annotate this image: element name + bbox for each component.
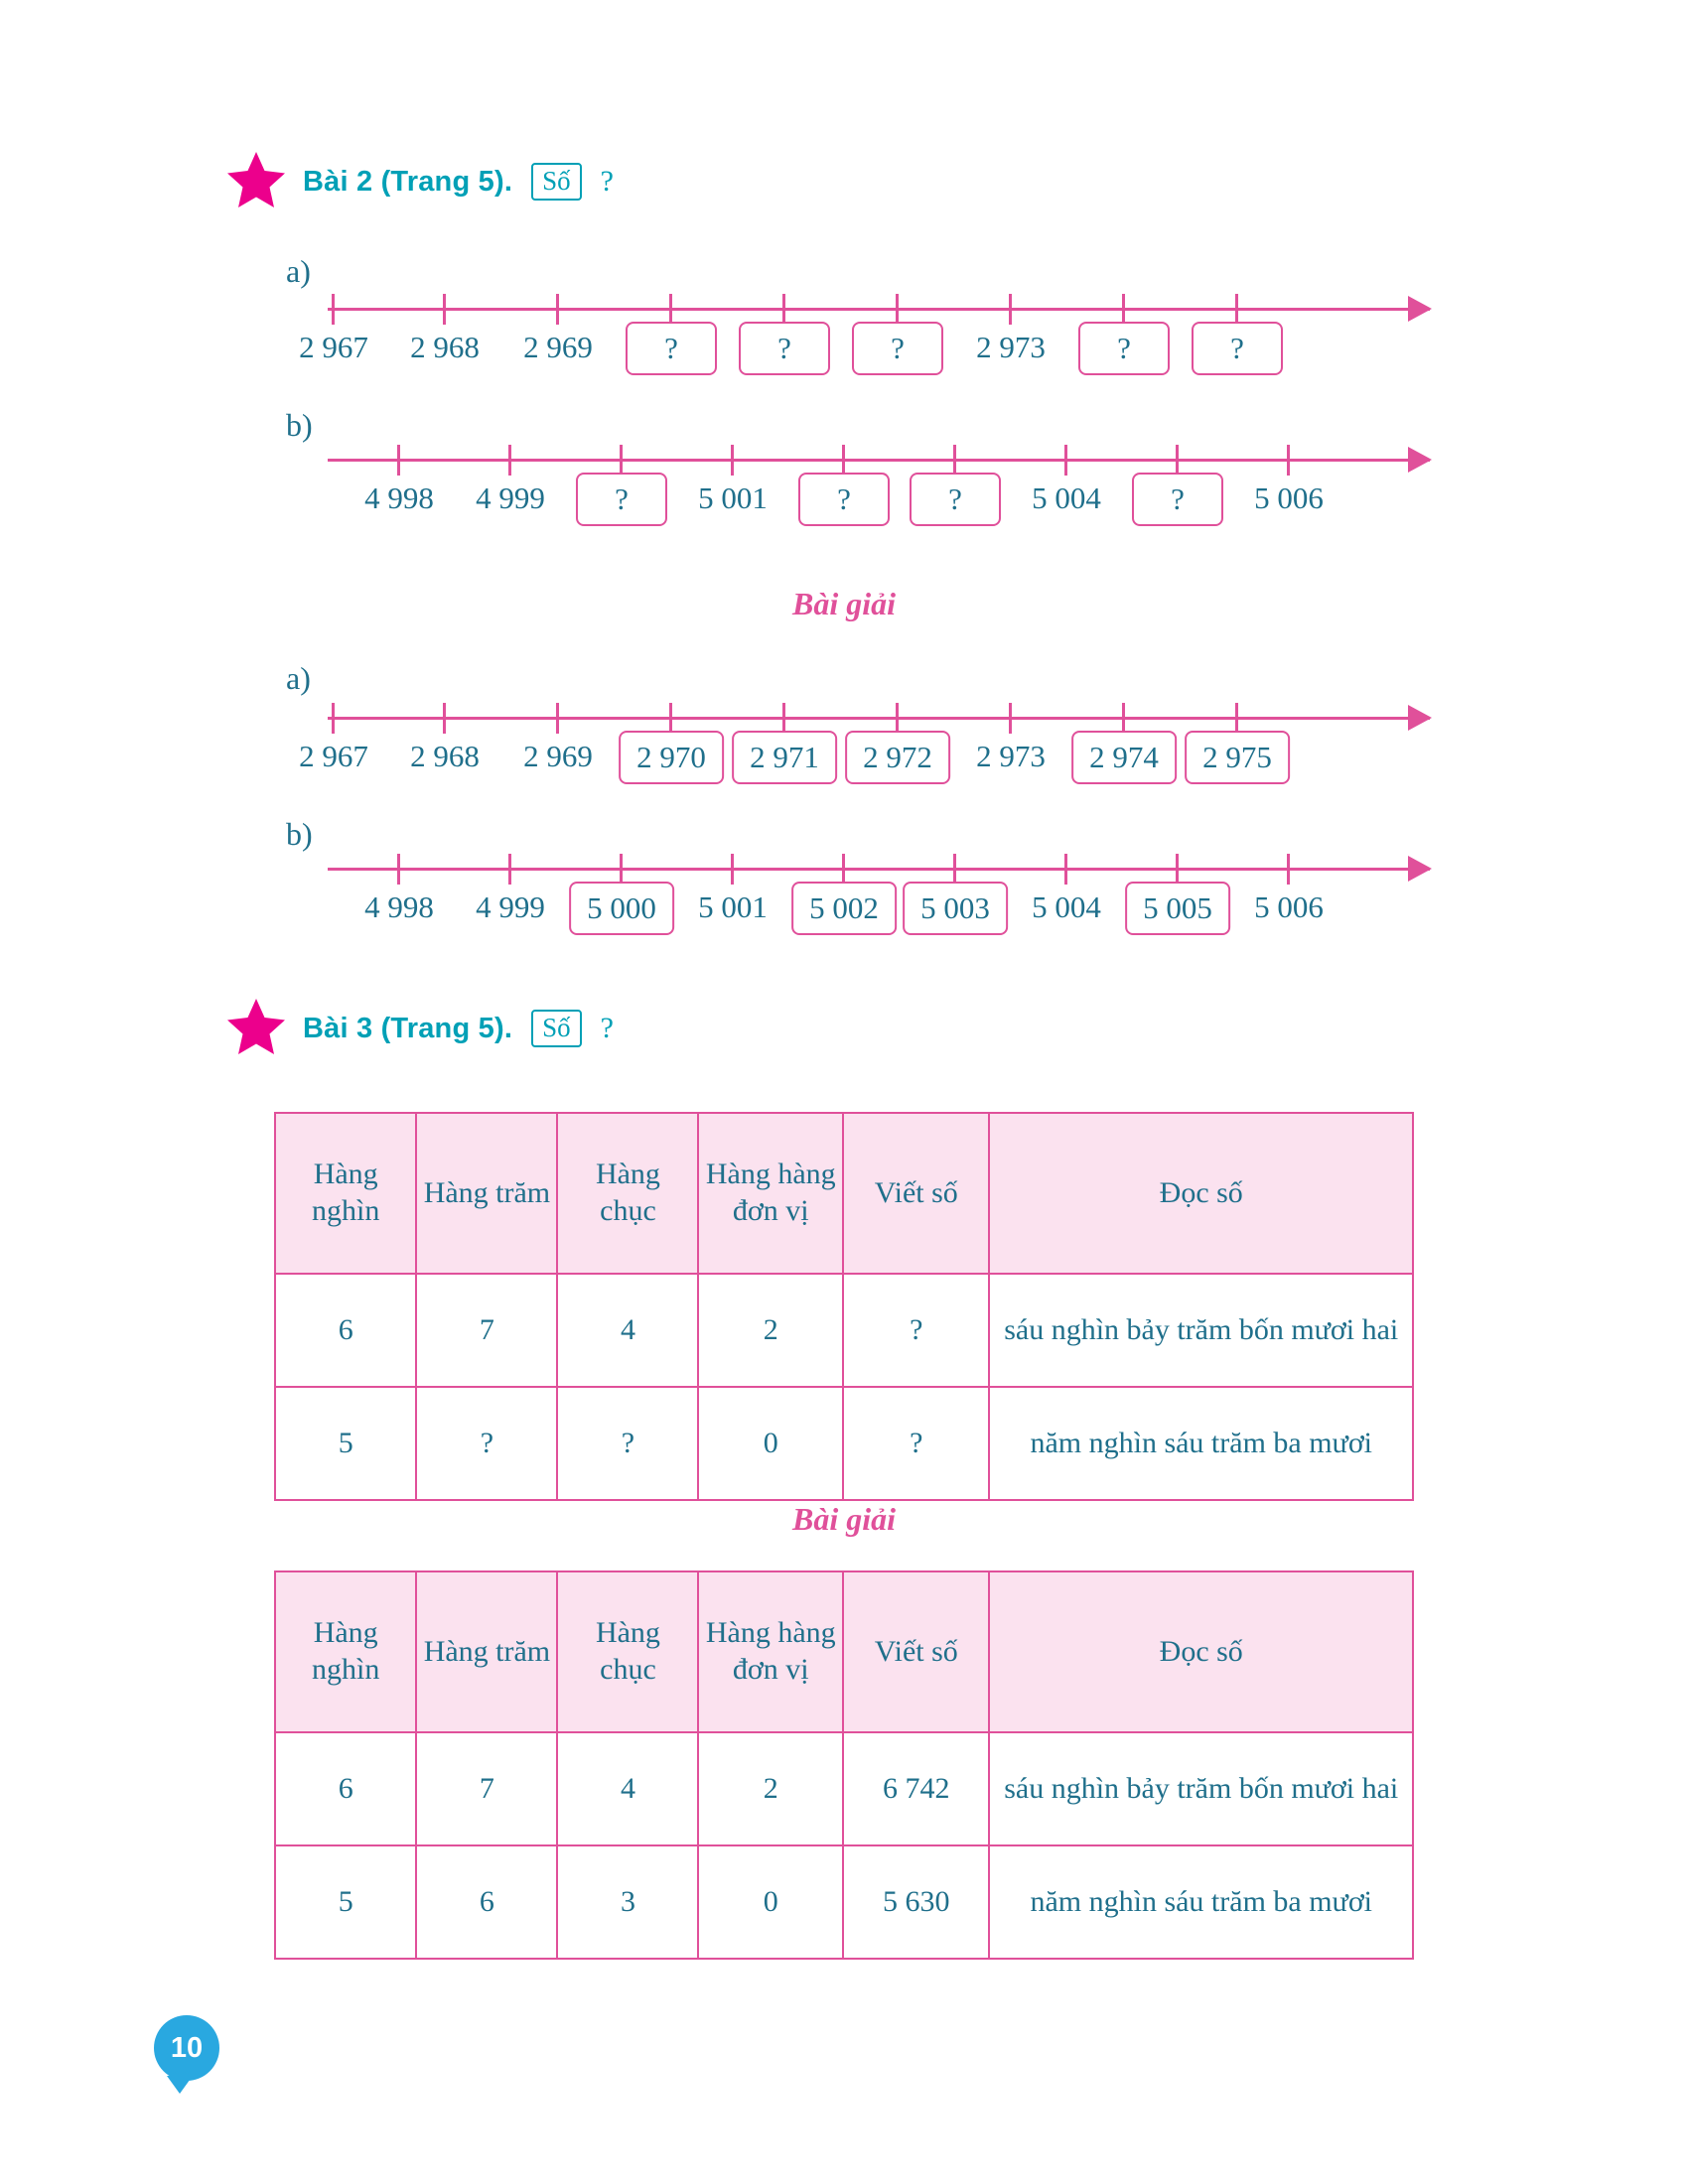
number-line-problem-a <box>299 286 1430 393</box>
tick-label: 5 001 <box>698 480 768 515</box>
tick-label: 5 004 <box>1032 889 1101 924</box>
column-header-units: Hàng hàng đơn vị <box>698 1571 843 1732</box>
cell-tens: 4 <box>557 1732 698 1845</box>
answer-box[interactable]: ? <box>739 322 830 375</box>
answer-box-filled: 5 000 <box>569 882 674 935</box>
tick-label: 2 968 <box>410 330 480 364</box>
axis-arrow <box>1408 447 1432 473</box>
number-line-solution-a <box>299 695 1430 802</box>
tick-label: 2 967 <box>299 739 368 773</box>
solution-heading-3: Bài giải <box>791 1501 896 1537</box>
solution-part-a-label: a) <box>286 660 311 696</box>
cell-read-number: sáu nghìn bảy trăm bốn mươi hai <box>989 1274 1413 1387</box>
cell-thousands: 5 <box>275 1387 416 1500</box>
table-row <box>275 1732 1413 1845</box>
exercise-3-title: Bài 3 (Trang 5). <box>303 1012 513 1044</box>
cell-write-number[interactable]: ? <box>843 1387 989 1500</box>
axis-arrow <box>1408 705 1432 731</box>
cell-tens[interactable]: ? <box>557 1387 698 1500</box>
cell-hundreds[interactable]: ? <box>416 1387 557 1500</box>
answer-box-filled: 5 005 <box>1125 882 1230 935</box>
tick-label: 5 006 <box>1254 480 1324 515</box>
labels-b <box>328 480 1430 544</box>
table-row <box>275 1387 1413 1500</box>
answer-box-filled: 5 002 <box>791 882 897 935</box>
answer-box[interactable]: ? <box>626 322 717 375</box>
column-header-write-number: Viết số <box>843 1113 989 1274</box>
place-value-table-solution-wrapper <box>0 1570 1688 1960</box>
answer-box-filled: 2 970 <box>619 731 724 784</box>
star-icon <box>223 996 289 1061</box>
axis-arrow <box>1408 856 1432 882</box>
answer-box[interactable]: ? <box>798 473 890 526</box>
cell-write-number: 5 630 <box>843 1845 989 1959</box>
tick-label: 4 998 <box>364 480 434 515</box>
answer-box[interactable]: ? <box>910 473 1001 526</box>
tick-label: 2 973 <box>976 739 1046 773</box>
labels-sol-a <box>299 739 1430 802</box>
star-icon <box>223 149 289 214</box>
answer-box-filled: 2 972 <box>845 731 950 784</box>
column-header-thousands: Hàng nghìn <box>275 1571 416 1732</box>
cell-read-number: năm nghìn sáu trăm ba mươi <box>989 1387 1413 1500</box>
axis-arrow <box>1408 296 1432 322</box>
page-number-badge: 10 <box>154 2015 219 2081</box>
table-row <box>275 1845 1413 1959</box>
so-box-3: Số <box>531 1010 582 1046</box>
table-header-row <box>275 1571 1413 1732</box>
so-box-2: Số <box>531 163 582 200</box>
question-mark-2: ? <box>600 165 614 198</box>
tick-label: 5 004 <box>1032 480 1101 515</box>
column-header-write-number: Viết số <box>843 1571 989 1732</box>
tick-label: 4 999 <box>476 889 545 924</box>
cell-hundreds: 7 <box>416 1732 557 1845</box>
cell-hundreds: 6 <box>416 1845 557 1959</box>
labels-a <box>299 330 1430 393</box>
cell-write-number[interactable]: ? <box>843 1274 989 1387</box>
column-header-tens: Hàng chục <box>557 1113 698 1274</box>
number-line-solution-b <box>328 846 1430 953</box>
labels-sol-b <box>328 889 1430 953</box>
column-header-units: Hàng hàng đơn vị <box>698 1113 843 1274</box>
table-header-row <box>275 1113 1413 1274</box>
cell-read-number: sáu nghìn bảy trăm bốn mươi hai <box>989 1732 1413 1845</box>
place-value-table-solution <box>274 1570 1414 1960</box>
tick-label: 5 001 <box>698 889 768 924</box>
column-header-tens: Hàng chục <box>557 1571 698 1732</box>
axis-line <box>328 717 1430 720</box>
column-header-hundreds: Hàng trăm <box>416 1571 557 1732</box>
column-header-hundreds: Hàng trăm <box>416 1113 557 1274</box>
place-value-table-problem <box>274 1112 1414 1501</box>
solution-part-b-label: b) <box>286 816 313 852</box>
problem-part-b-label: b) <box>286 407 313 443</box>
solution-heading-2: Bài giải <box>791 586 896 621</box>
cell-units: 2 <box>698 1732 843 1845</box>
cell-units: 0 <box>698 1845 843 1959</box>
axis-line <box>328 868 1430 871</box>
column-header-read-number: Đọc số <box>989 1113 1413 1274</box>
answer-box-filled: 2 975 <box>1185 731 1290 784</box>
cell-units: 0 <box>698 1387 843 1500</box>
answer-box[interactable]: ? <box>1192 322 1283 375</box>
answer-box-filled: 2 974 <box>1071 731 1177 784</box>
answer-box-filled: 2 971 <box>732 731 837 784</box>
answer-box[interactable]: ? <box>576 473 667 526</box>
table-row <box>275 1274 1413 1387</box>
tick-label: 4 999 <box>476 480 545 515</box>
cell-thousands: 6 <box>275 1274 416 1387</box>
cell-tens: 3 <box>557 1845 698 1959</box>
tick-label: 4 998 <box>364 889 434 924</box>
answer-box-filled: 5 003 <box>903 882 1008 935</box>
cell-write-number: 6 742 <box>843 1732 989 1845</box>
column-header-thousands: Hàng nghìn <box>275 1113 416 1274</box>
axis-line <box>328 459 1430 462</box>
exercise-2-title: Bài 2 (Trang 5). <box>303 165 513 198</box>
cell-hundreds: 7 <box>416 1274 557 1387</box>
exercise-2-header <box>223 149 614 214</box>
problem-part-a-label: a) <box>286 253 311 289</box>
question-mark-3: ? <box>600 1012 614 1044</box>
number-line-problem-b <box>328 437 1430 544</box>
cell-thousands: 5 <box>275 1845 416 1959</box>
cell-units: 2 <box>698 1274 843 1387</box>
tick-label: 2 969 <box>523 330 593 364</box>
cell-read-number: năm nghìn sáu trăm ba mươi <box>989 1845 1413 1959</box>
place-value-table-problem-wrapper <box>0 1112 1688 1501</box>
axis-line <box>328 308 1430 311</box>
answer-box[interactable]: ? <box>852 322 943 375</box>
tick-label: 5 006 <box>1254 889 1324 924</box>
column-header-read-number: Đọc số <box>989 1571 1413 1732</box>
exercise-3-header <box>223 996 614 1061</box>
tick-label: 2 967 <box>299 330 368 364</box>
tick-label: 2 969 <box>523 739 593 773</box>
tick-label: 2 968 <box>410 739 480 773</box>
answer-box[interactable]: ? <box>1132 473 1223 526</box>
cell-tens: 4 <box>557 1274 698 1387</box>
tick-label: 2 973 <box>976 330 1046 364</box>
answer-box[interactable]: ? <box>1078 322 1170 375</box>
cell-thousands: 6 <box>275 1732 416 1845</box>
